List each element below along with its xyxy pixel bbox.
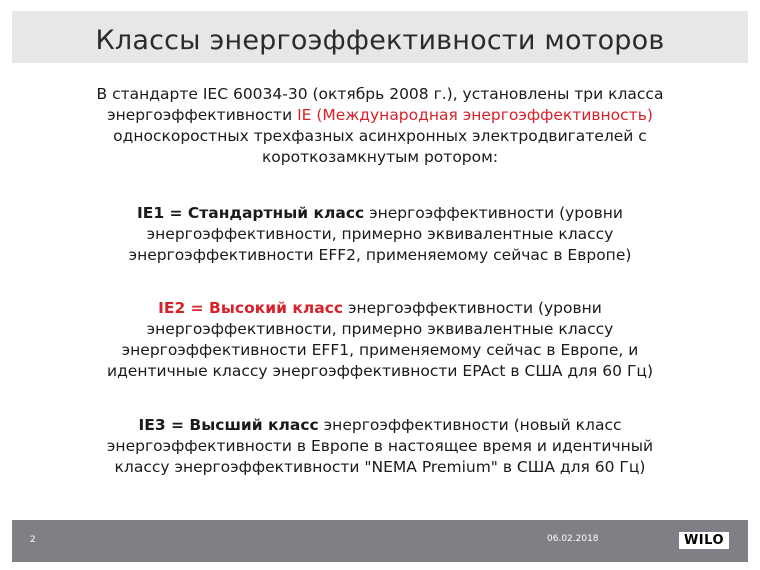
ie3-line-2: энергоэффективности в Европе в настоящее время и идентичный — [106, 437, 654, 455]
wilo-logo: WILO — [679, 532, 729, 549]
ie2-line-1 — [40, 298, 720, 319]
slide-title: Классы энергоэффективности моторов — [95, 25, 665, 56]
ie3-term: IE3 = Высший класс — [138, 416, 319, 434]
page-number: 2 — [30, 535, 36, 545]
ie3-paragraph — [40, 415, 720, 478]
footer-bar — [12, 520, 748, 562]
intro-line-2-text: энергоэффективности — [107, 106, 298, 124]
ie2-paragraph — [40, 298, 720, 382]
footer-date: 06.02.2018 — [547, 534, 599, 544]
ie-definition-highlight: IE (Международная энергоэффективность) — [297, 106, 653, 124]
intro-line-1: В стандарте IEC 60034-30 (октябрь 2008 г.), установлены три класса — [96, 85, 664, 103]
intro-line-2 — [40, 105, 720, 126]
ie1-line-3: энергоэффективности EFF2, применяемому сейчас в Европе) — [128, 246, 632, 264]
ie2-line-3: энергоэффективности EFF1, применяемому сейчас в Европе, и — [121, 341, 639, 359]
ie1-line-1-text: энергоэффективности (уровни — [364, 204, 623, 222]
ie3-line-3: классу энергоэффективности "NEMA Premium" в США для 60 Гц) — [114, 458, 646, 476]
intro-line-3: односкоростных трехфазных асинхронных электродвигателей с — [113, 127, 647, 145]
ie3-line-1 — [40, 415, 720, 436]
ie2-line-2: энергоэффективности, примерно эквивалентные классу — [146, 320, 614, 338]
ie2-line-4: идентичные классу энергоэффективности EPAct в США для 60 Гц) — [107, 362, 653, 380]
ie2-line-1-text: энергоэффективности (уровни — [343, 299, 602, 317]
ie1-line-1 — [40, 203, 720, 224]
ie2-term: IE2 = Высокий класс — [158, 299, 344, 317]
ie1-line-2: энергоэффективности, примерно эквивалентные классу — [146, 225, 614, 243]
title-bar — [12, 11, 748, 63]
ie1-term: IE1 = Стандартный класс — [137, 204, 365, 222]
intro-line-4: короткозамкнутым ротором: — [261, 148, 499, 166]
intro-paragraph — [40, 84, 720, 168]
ie3-line-1-text: энергоэффективности (новый класс — [318, 416, 622, 434]
ie1-paragraph — [40, 203, 720, 266]
